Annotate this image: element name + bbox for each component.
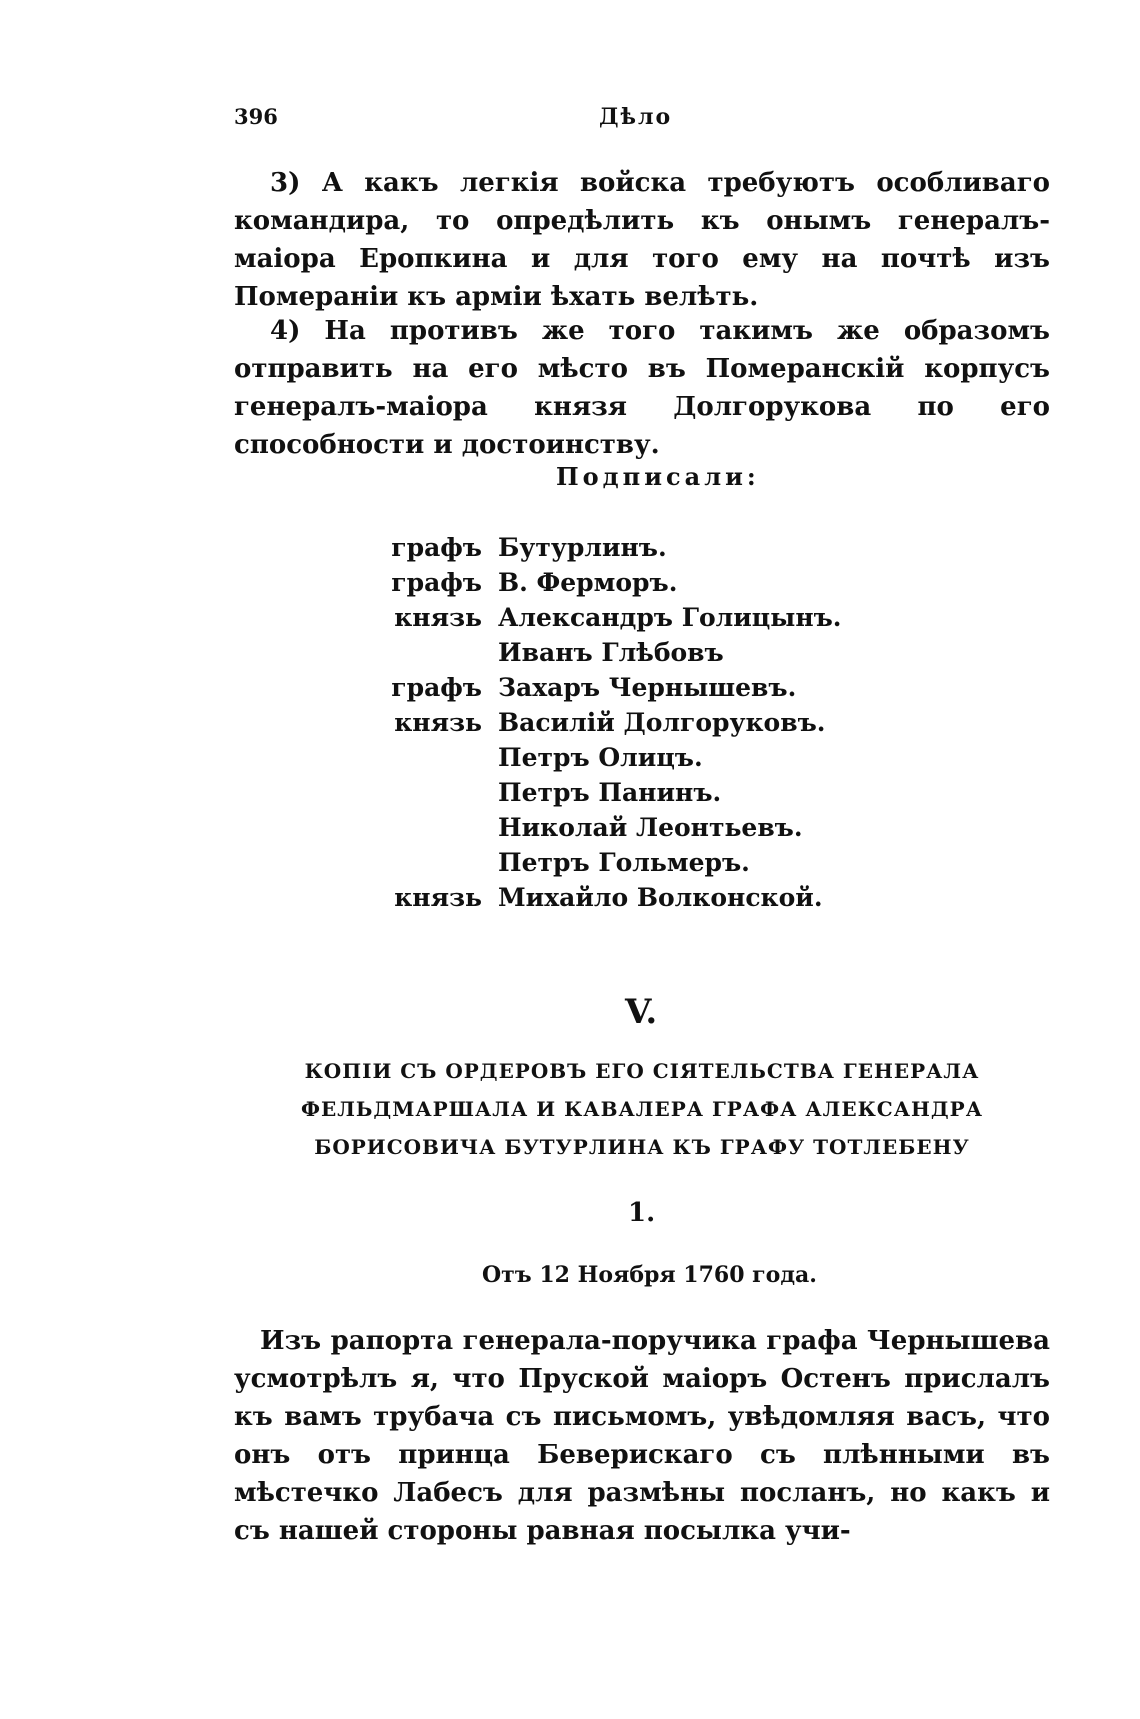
signature-row: [390, 845, 990, 880]
signature-row: [390, 670, 990, 705]
signature-name: Михайло Волконской.: [498, 883, 823, 912]
order-paragraph-text: Изъ рапорта генерала-поручика графа Чернышева усмотрѣлъ я, что Пруской маіоръ Остенъ прислалъ къ вамъ трубача съ письмомъ, увѣдомляя васъ, что онъ отъ принца Беверискаго съ плѣнными въ мѣстечко Лабесъ для размѣны посланъ, но какъ и съ нашей стороны равная посылка учи-: [234, 1326, 1050, 1546]
signature-name: Иванъ Глѣбовъ: [498, 638, 724, 667]
signature-name: Николай Леонтьевъ.: [498, 813, 803, 842]
signature-row: [390, 565, 990, 600]
page-header: [234, 104, 1050, 134]
signature-title: графъ: [391, 568, 482, 597]
paragraph-4-text: 4) На противъ же того такимъ же образомъ отправить на его мѣсто въ Померанскій корпусъ генералъ-маіора князя Долгорукова по его способности и достоинству.: [234, 316, 1050, 460]
section-title: КОПІИ СЪ ОРДЕРОВЪ ЕГО СІЯТЕЛЬСТВА ГЕНЕРАЛА ФЕЛЬДМАРШАЛА И КАВАЛЕРА ГРАФА АЛЕКСАНДРА БОРИСОВИЧА БУТУРЛИНА КЪ ГРАФУ ТОТЛЕБЕНУ: [301, 1059, 983, 1159]
order-date: Отъ 12 Ноября 1760 года.: [482, 1262, 817, 1288]
signature-row: [390, 775, 990, 810]
signature-row: [390, 880, 990, 915]
page-number: 396: [234, 104, 278, 129]
running-head: Дѣло: [599, 104, 673, 130]
signed-heading: Подписали:: [556, 462, 760, 491]
signature-title: [390, 740, 482, 775]
order-paragraph: [234, 1322, 1050, 1550]
signature-name: Петръ Панинъ.: [498, 778, 722, 807]
signature-row: [390, 740, 990, 775]
signature-name: Бутурлинъ.: [498, 533, 667, 562]
signature-name: Петръ Олицъ.: [498, 743, 703, 772]
signature-name: Александръ Голицынъ.: [498, 603, 842, 632]
paragraph-3-text: 3) А какъ легкія войска требуютъ особливаго командира, то опредѣлить къ онымъ генералъ-маіора Еропкина и для того ему на почтѣ изъ Помераніи къ арміи ѣхать велѣть.: [234, 168, 1050, 312]
section-numeral: V.: [625, 992, 658, 1032]
paragraph-3: [234, 164, 1050, 316]
signature-row: [390, 600, 990, 635]
signature-title: князь: [394, 603, 482, 632]
signature-row: [390, 530, 990, 565]
signature-row: [390, 810, 990, 845]
signature-title: [390, 810, 482, 845]
signature-title: [390, 635, 482, 670]
signature-name: Захаръ Чернышевъ.: [498, 673, 797, 702]
signature-title: князь: [394, 883, 482, 912]
signature-title: [390, 845, 482, 880]
signature-row: [390, 635, 990, 670]
signature-list: [390, 530, 990, 915]
signature-name: Василій Долгоруковъ.: [498, 708, 826, 737]
signature-title: графъ: [391, 533, 482, 562]
paragraph-4: [234, 312, 1050, 464]
order-number: 1.: [628, 1198, 656, 1228]
signature-title: князь: [394, 708, 482, 737]
signature-name: В. Ферморъ.: [498, 568, 678, 597]
signature-title: графъ: [391, 673, 482, 702]
signature-name: Петръ Гольмеръ.: [498, 848, 750, 877]
signature-title: [390, 775, 482, 810]
signature-row: [390, 705, 990, 740]
